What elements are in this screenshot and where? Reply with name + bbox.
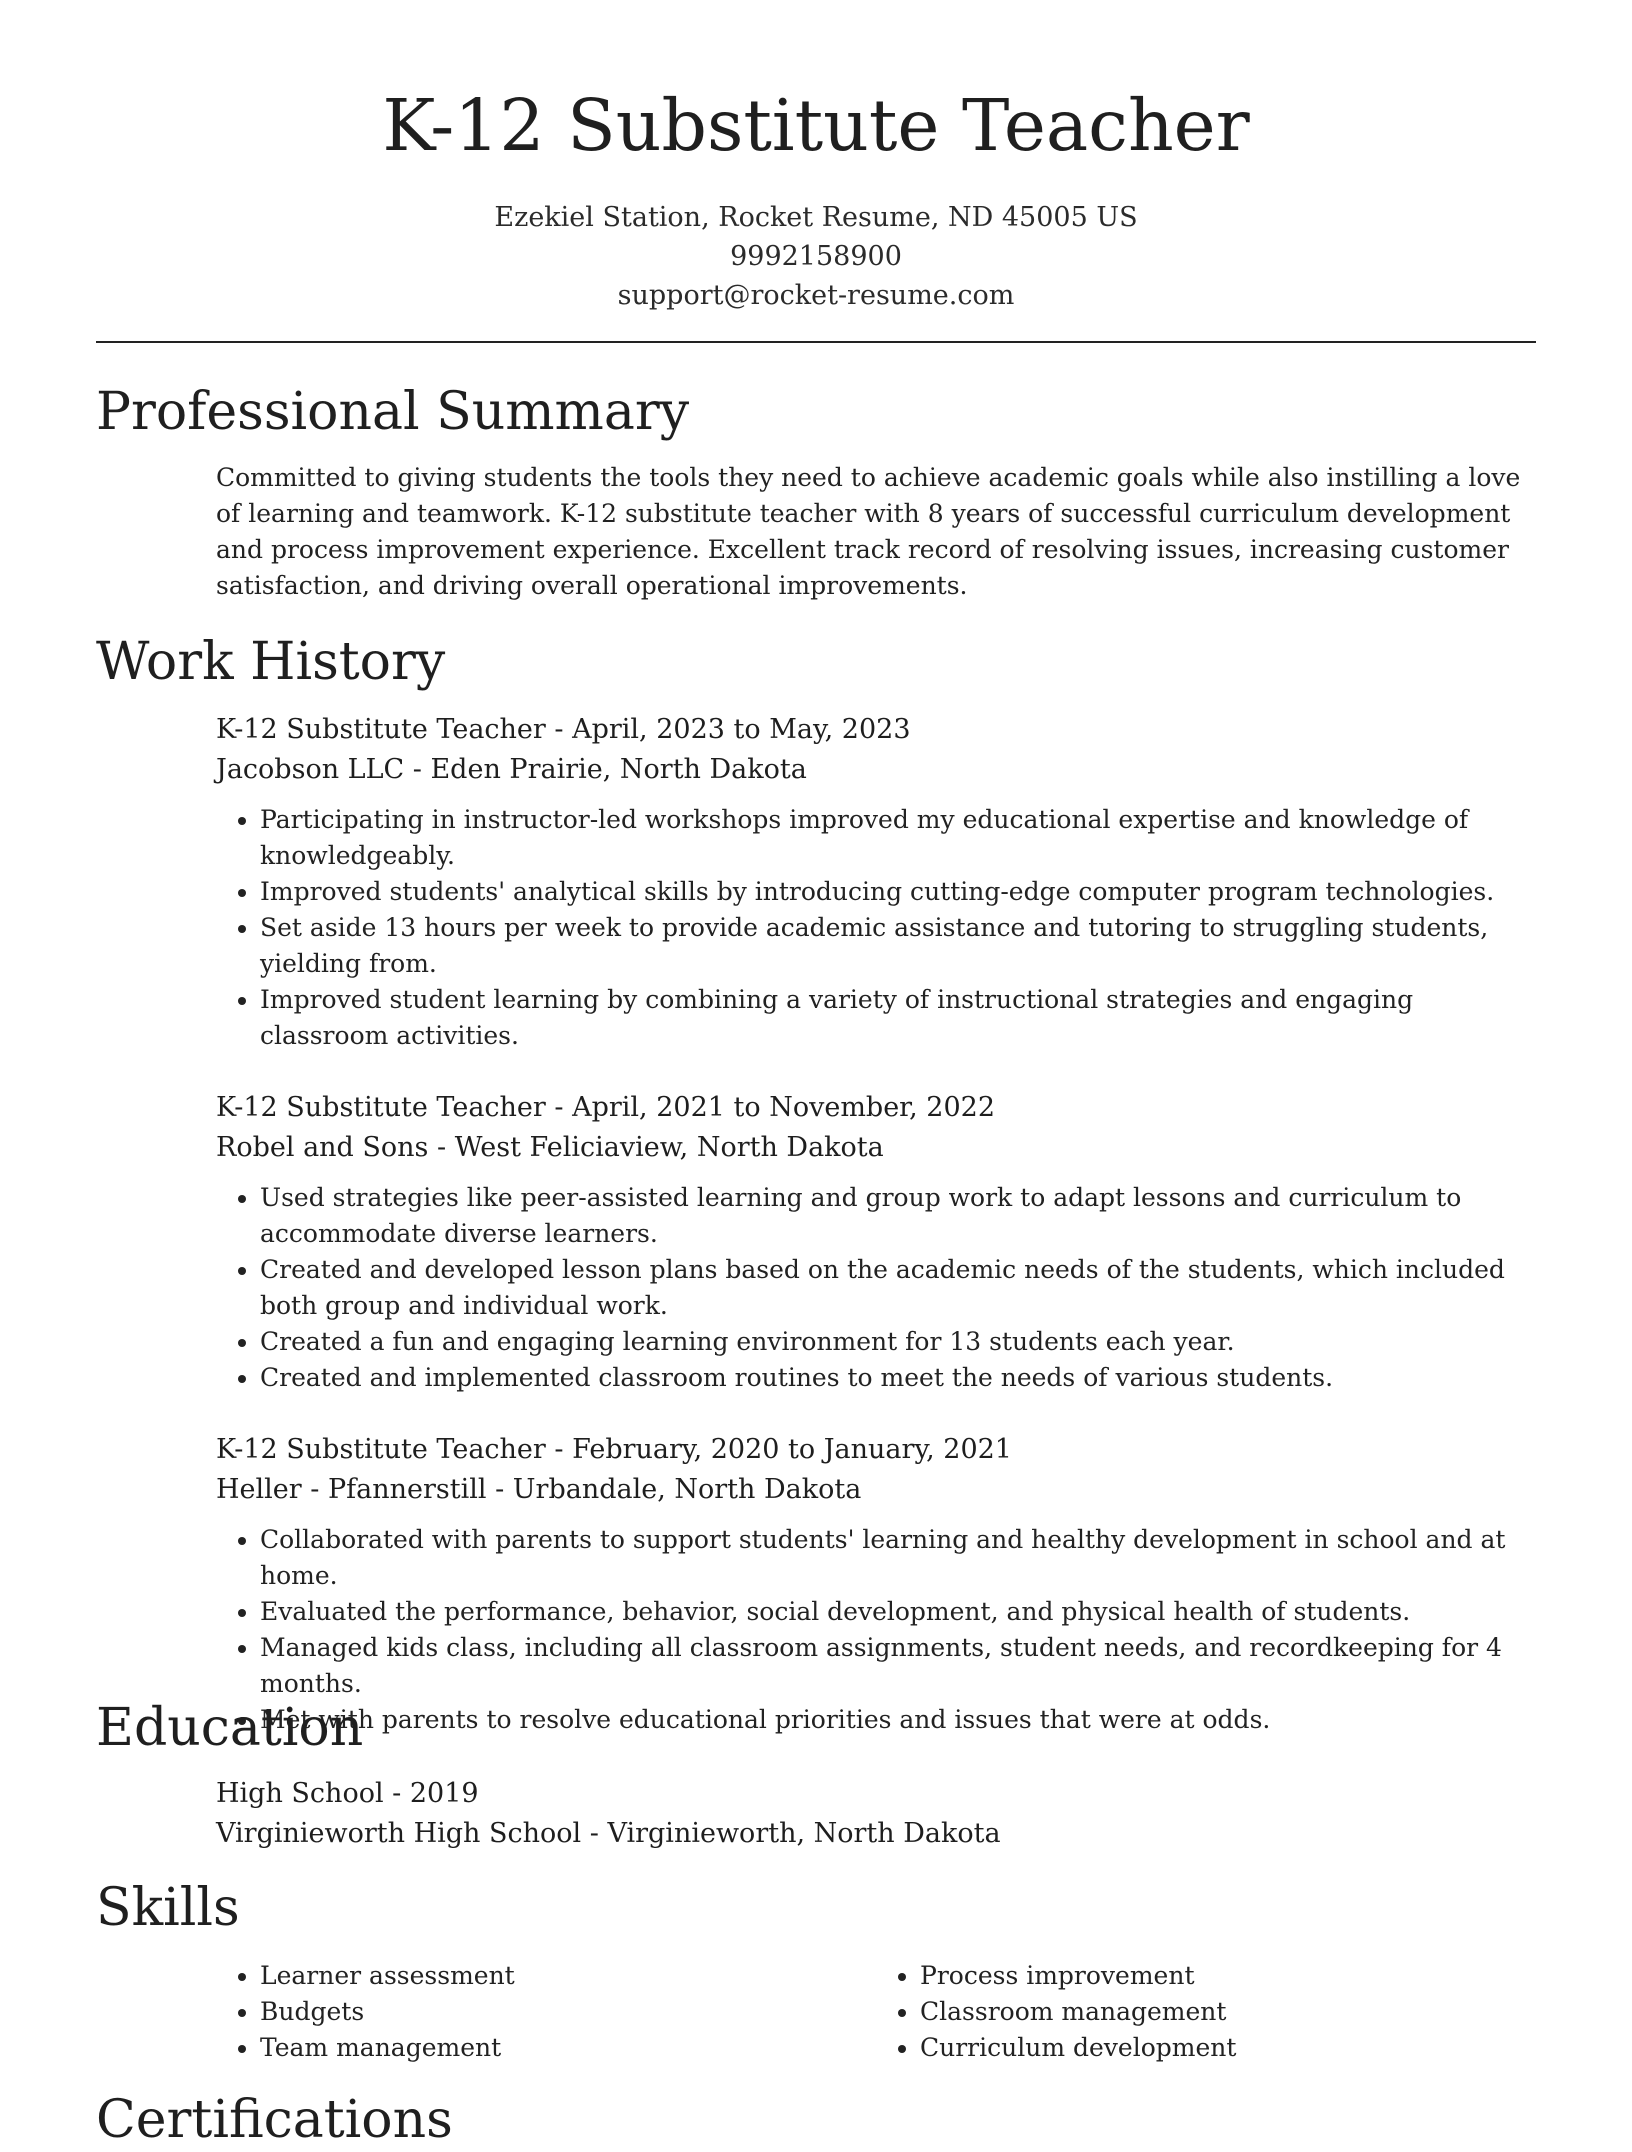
job-bullet: • Met with parents to resolve educational priorities and issues that were at odds. [260,1702,1536,1738]
job-bullet: • Created and implemented classroom routines to meet the needs of various students. [260,1360,1536,1396]
job-company-line: Robel and Sons - West Feliciaview, North Dakota [216,1132,884,1163]
header-divider [96,341,1536,343]
email-address: support@rocket-resume.com [617,280,1015,311]
job-bullet: • Managed kids class, including all classroom assignments, student needs, and recordkeeping for 4 months. [260,1630,1536,1702]
job-bullet: • Improved student learning by combining a variety of instructional strategies and engaging classroom activities. [260,982,1536,1054]
job-title-line: K-12 Substitute Teacher - April, 2021 to November, 2022 [216,1092,996,1123]
skill-item: • Budgets [260,1994,876,2030]
job-title-line: K-12 Substitute Teacher - April, 2023 to May, 2023 [216,714,911,745]
job-bullet: • Evaluated the performance, behavior, social development, and physical health of students. [260,1594,1536,1630]
address: Ezekiel Station, Rocket Resume, ND 45005 US [494,202,1138,233]
candidate-name: K-12 Substitute Teacher [382,84,1250,167]
phone-number: 9992158900 [730,241,902,272]
skill-item: • Curriculum development [920,2030,1536,2066]
job-bullet: • Set aside 13 hours per week to provide academic assistance and tutoring to struggling students, yielding from. [260,910,1536,982]
contact-info [96,198,1536,315]
skills-grid [216,1958,1536,2066]
summary-block [216,460,1536,604]
education-entry [216,1774,1536,1854]
section-title-summary: Professional Summary [96,382,690,442]
job-title-line: K-12 Substitute Teacher - February, 2020 to January, 2021 [216,1434,1012,1465]
skills-block [216,1958,1536,2066]
job-bullet: • Created a fun and engaging learning environment for 13 students each year. [260,1324,1536,1360]
section-title-education: Education [96,1698,364,1758]
job-bullet: • Created and developed lesson plans based on the academic needs of the students, which included both group and individual work. [260,1252,1536,1324]
skills-column-left [216,1958,876,2066]
job-company-line: Heller - Pfannerstill - Urbandale, North Dakota [216,1474,862,1505]
job-company-line: Jacobson LLC - Eden Prairie, North Dakota [216,754,807,785]
skill-item: • Classroom management [920,1994,1536,2030]
job-bullet: • Improved students' analytical skills by introducing cutting-edge computer program technologies. [260,874,1536,910]
job-entry [216,710,1536,1054]
job-bullets [216,1180,1536,1396]
job-entry [216,1088,1536,1396]
skills-column-right [876,1958,1536,2066]
section-title-skills: Skills [96,1878,240,1938]
education-school-line: Virginieworth High School - Virginieworth, North Dakota [216,1818,1001,1849]
skill-item: • Team management [260,2030,876,2066]
skill-item: • Learner assessment [260,1958,876,1994]
skill-item: • Process improvement [920,1958,1536,1994]
resume-header [96,76,1536,315]
section-title-work-history: Work History [96,632,446,692]
section-title-certifications: Certifications [96,2090,453,2150]
job-bullets [216,802,1536,1054]
job-entry [216,1430,1536,1738]
education-degree-line: High School - 2019 [216,1778,479,1809]
job-bullet: • Collaborated with parents to support students' learning and healthy development in school and at home. [260,1522,1536,1594]
job-bullet: • Participating in instructor-led workshops improved my educational expertise and knowledge of knowledgeably. [260,802,1536,874]
summary-text: Committed to giving students the tools they need to achieve academic goals while also instilling a love of learning and teamwork. K-12 substitute teacher with 8 years of successful curriculum development and process improvement experience. Excellent track record of resolving issues, increasing customer satisfaction, and driving overall operational improvements. [216,463,1521,600]
job-bullet: • Used strategies like peer-assisted learning and group work to adapt lessons and curriculum to accommodate diverse learners. [260,1180,1536,1252]
job-bullets [216,1522,1536,1738]
